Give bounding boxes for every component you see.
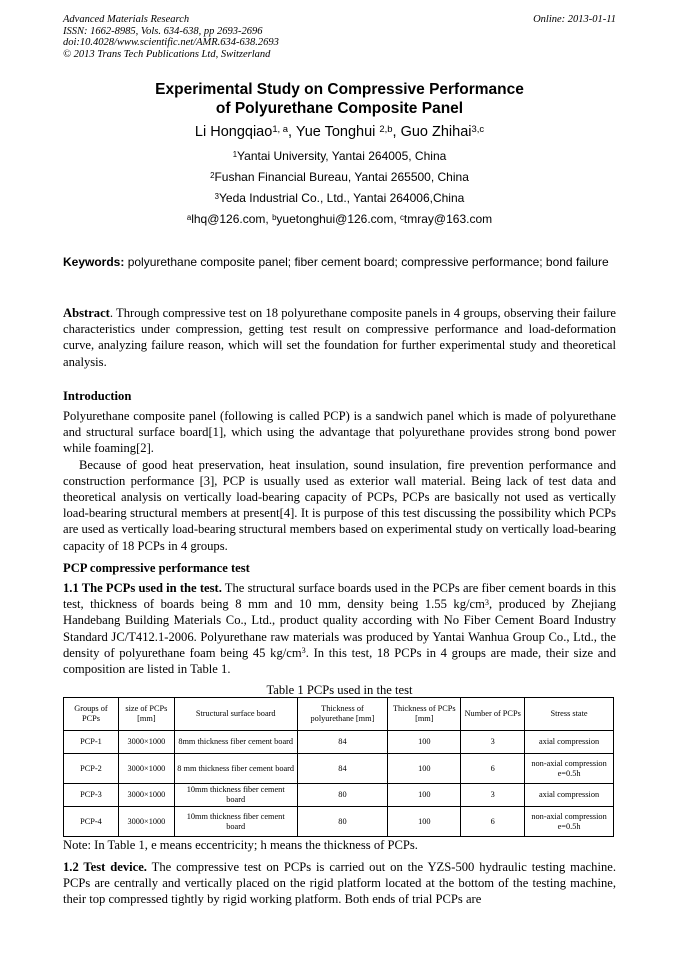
email-b: yuetonghui@126.com,	[276, 212, 401, 226]
table-cell: axial compression	[525, 731, 614, 754]
table-cell: 3000×1000	[118, 807, 174, 837]
issn-line: ISSN: 1662-8985, Vols. 634-638, pp 2693-2696	[63, 25, 263, 37]
doi-line: doi:10.4028/www.scientific.net/AMR.634-638.2693	[63, 37, 279, 49]
journal-name: Advanced Materials Research	[63, 14, 190, 25]
introduction-heading: Introduction	[63, 389, 132, 403]
affiliation-text: Fushan Financial Bureau, Yantai 265500, China	[214, 170, 469, 184]
subsection-1-1-label: 1.1 The PCPs used in the test.	[63, 581, 222, 595]
table-cell: 100	[388, 731, 461, 754]
keywords	[63, 255, 616, 270]
running-header	[63, 14, 616, 60]
test-section-heading: PCP compressive performance test	[63, 561, 250, 575]
email-mark: a	[186, 212, 192, 222]
affiliation-mark: 1	[232, 149, 238, 159]
table-cell: 100	[388, 807, 461, 837]
keywords-label: Keywords:	[63, 255, 125, 269]
subsection-1-2-text: The compressive test on PCPs is carried out on the YZS-500 hydraulic testing machine. PCPs are centrally and vertically placed on the rigid platform located at the bottom of the testing machine, their top compressed tightly by rigid working platform. Both ends of trial PCPs are	[63, 860, 616, 907]
author-name: Yue Tonghui	[295, 124, 380, 140]
keywords-text: polyurethane composite panel; fiber cement board; compressive performance; bond failure	[124, 255, 609, 269]
table-cell: 80	[297, 784, 388, 807]
online-date: Online: 2013-01-11	[533, 14, 616, 25]
affiliation-text: Yeda Industrial Co., Ltd., Yantai 264006,China	[219, 191, 465, 205]
author-name: Li Hongqiao	[194, 124, 273, 140]
column-header: Thickness of PCPs [mm]	[388, 698, 461, 731]
table-cell: PCP-3	[64, 784, 119, 807]
table-cell: 6	[461, 754, 525, 784]
table-cell: 8mm thickness fiber cement board	[174, 731, 297, 754]
table-row	[64, 784, 614, 807]
subsection-1-2-label: 1.2 Test device.	[63, 860, 147, 874]
abstract-label: Abstract	[63, 306, 110, 320]
affiliation-mark: 3	[214, 191, 220, 201]
abstract-text: . Through compressive test on 18 polyurethane composite panels in 4 groups, observing their failure characteristics under compression, getting test result on compressive performance and load-deformation curve, analyzing failure reason, which will set the foundation for further experimental study and theoretical analysis.	[63, 306, 616, 369]
table-cell: 10mm thickness fiber cement board	[174, 784, 297, 807]
table-caption: Table 1 PCPs used in the test	[266, 683, 413, 697]
paper-title-line-1: Experimental Study on Compressive Performance	[155, 81, 524, 98]
column-header: Structural surface board	[174, 698, 297, 731]
table-cell: non-axial compression e=0.5h	[525, 807, 614, 837]
email-mark: b	[272, 212, 277, 222]
introduction-body	[63, 408, 616, 554]
table-cell: PCP-1	[64, 731, 119, 754]
table-cell: 8 mm thickness fiber cement board	[174, 754, 297, 784]
author-affiliation-mark: 2,b	[379, 122, 393, 134]
table-header-row	[64, 698, 614, 731]
email-c: tmray@163.com	[403, 212, 493, 226]
subsection-1-1-text: The structural surface boards used in the PCPs are fiber cement boards in this test, thickness of boards being 8 mm and 10 mm, density being 1.55 kg/cm	[63, 581, 616, 612]
affiliation-2	[63, 170, 616, 185]
abstract	[63, 305, 616, 370]
author-affiliation-mark: 3,c	[471, 122, 485, 134]
affiliation-3	[63, 191, 616, 206]
table-cell: 100	[388, 754, 461, 784]
table-cell: 3	[461, 731, 525, 754]
pcp-table	[63, 697, 614, 837]
author-name: Guo Zhihai	[400, 124, 472, 140]
unit-exponent: 3	[484, 597, 489, 607]
table-note: Note: In Table 1, e means eccentricity; h means the thickness of PCPs.	[63, 838, 418, 852]
test-device-section	[63, 859, 616, 908]
column-header: Number of PCPs	[461, 698, 525, 731]
table-cell: non-axial compression e=0.5h	[525, 754, 614, 784]
introduction-paragraph-1: Polyurethane composite panel (following is called PCP) is a sandwich panel which is made of polyurethane and structural surface board[1], which using the advantage that polyurethane provides strong bond power while foaming[2].	[63, 409, 616, 456]
table-cell: axial compression	[525, 784, 614, 807]
email-mark: c	[400, 212, 404, 222]
table-cell: 3000×1000	[118, 784, 174, 807]
table-row	[64, 807, 614, 837]
affiliation-text: Yantai University, Yantai 264005, China	[237, 149, 447, 163]
subsection-1-1-text: , produced by Zhejiang Handebang Building Materials Co., Ltd., product quality according with No Fiber Cement Board Industry Standard JC/T412.1-2006. Polyurethane raw materials was produced by Yantai Wanhua Group Co., Ltd., the density of polyurethane foam being 45 kg/cm	[63, 597, 616, 660]
affiliation-mark: 2	[210, 170, 215, 180]
table-cell: 84	[297, 754, 388, 784]
table-cell: 6	[461, 807, 525, 837]
author-separator: ,	[288, 124, 296, 140]
column-header: size of PCPs [mm]	[118, 698, 174, 731]
table-cell: 10mm thickness fiber cement board	[174, 807, 297, 837]
table-cell: PCP-4	[64, 807, 119, 837]
author-separator: ,	[392, 124, 401, 140]
table-cell: PCP-2	[64, 754, 119, 784]
author-affiliation-mark: 1, a	[272, 122, 289, 134]
column-header: Groups of PCPs	[64, 698, 119, 731]
table-cell: 3000×1000	[118, 731, 174, 754]
column-header: Stress state	[525, 698, 614, 731]
table-row	[64, 754, 614, 784]
table-cell: 84	[297, 731, 388, 754]
introduction-paragraph-2: Because of good heat preservation, heat insulation, sound insulation, fire prevention performance and construction performance [3], PCP is usually used as exterior wall material. Being lack of test data and theoretical analysis on vertically load-bearing capacity of PCPs, PCPs are basically not used as vertically load-bearing structural members at present[4]. It is purpose of this test discussing the possibility which PCPs are used as vertically load-bearing structural members based on experimental study on vertically load-bearing capacity of 18 PCPs in 4 groups.	[63, 457, 616, 553]
copyright-line: © 2013 Trans Tech Publications Ltd, Switzerland	[63, 48, 271, 60]
email-a: lhq@126.com,	[191, 212, 273, 226]
author-list	[63, 123, 616, 141]
table-cell: 80	[297, 807, 388, 837]
table-cell: 3	[461, 784, 525, 807]
table-row	[64, 731, 614, 754]
paper-title-line-2: of Polyurethane Composite Panel	[215, 100, 464, 117]
author-emails	[63, 212, 616, 227]
table-cell: 100	[388, 784, 461, 807]
column-header: Thickness of polyurethane [mm]	[297, 698, 388, 731]
subsection-1-1-text: . In this test, 18 PCPs in 4 groups are made, their size and composition are listed in Table 1.	[63, 645, 616, 677]
unit-exponent: 3	[301, 646, 306, 656]
table-cell: 3000×1000	[118, 754, 174, 784]
affiliation-1	[63, 149, 616, 164]
pcp-description	[63, 580, 616, 677]
